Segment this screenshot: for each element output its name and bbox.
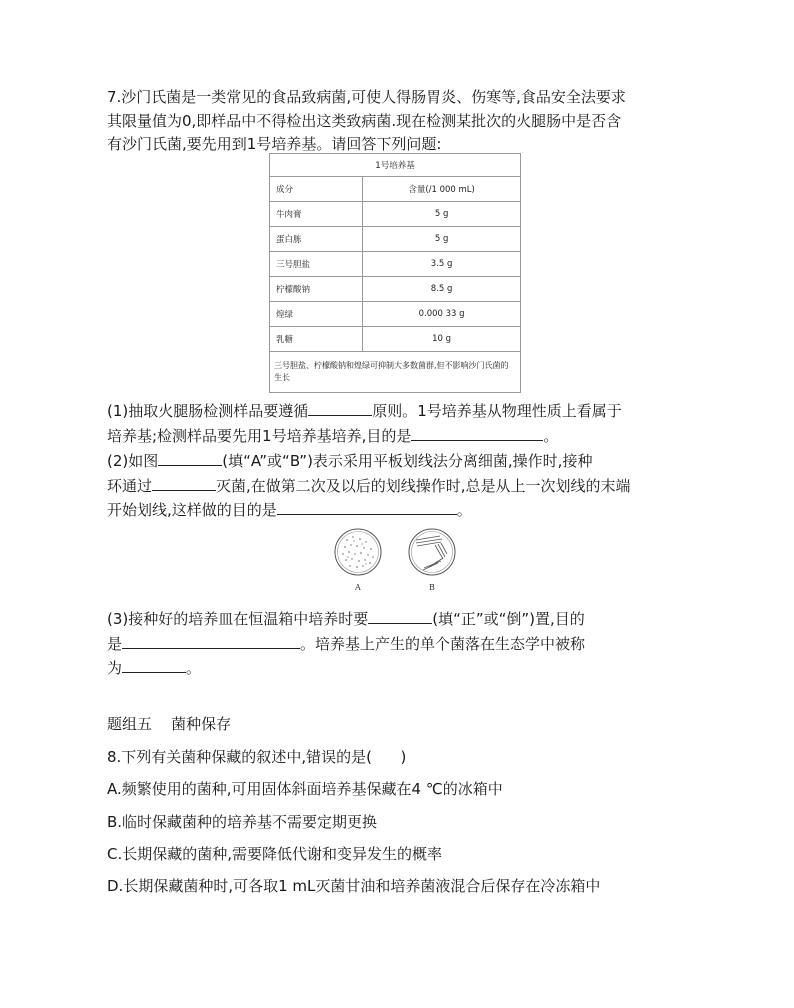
q8-option-b[interactable]: B.临时保藏菌种的培养基不需要定期更换 bbox=[107, 813, 378, 831]
header-cell: 成分 bbox=[270, 177, 363, 202]
q7-sub2-text: (填“A”或“B”)表示采用平板划线法分离细菌,操作时,接种 bbox=[222, 452, 593, 470]
table-header-row bbox=[270, 177, 521, 202]
q7-sub1 bbox=[107, 399, 692, 448]
question-8-stem: 8.下列有关菌种保藏的叙述中,错误的是( ) bbox=[107, 748, 407, 766]
table-caption: 1号培养基 bbox=[270, 154, 521, 177]
answer-blank[interactable] bbox=[368, 607, 432, 624]
table-row bbox=[270, 327, 521, 352]
petri-dish-a-image bbox=[333, 527, 383, 577]
q7-sub2-text: 灭菌,在做第二次及以后的划线操作时,总是从上一次划线的末端 bbox=[216, 476, 631, 495]
q7-sub2-text: (2)如图 bbox=[107, 452, 159, 470]
amount-cell: 3.5 g bbox=[363, 252, 521, 277]
answer-blank[interactable] bbox=[308, 399, 372, 416]
q8-option-a[interactable]: A.频繁使用的菌种,可用固体斜面培养基保藏在4 ℃的冰箱中 bbox=[107, 780, 503, 798]
answer-blank[interactable] bbox=[122, 632, 300, 649]
q7-sub3 bbox=[107, 607, 692, 681]
ingredient-cell: 三号胆盐 bbox=[270, 252, 363, 277]
q7-sub1-text: 原则。1号培养基从物理性质上看属于 bbox=[372, 402, 622, 420]
amount-cell: 5 g bbox=[363, 227, 521, 252]
q7-sub3-text: (填“正”或“倒”)置,目的 bbox=[432, 610, 585, 628]
table-row bbox=[270, 302, 521, 327]
q7-sub2 bbox=[107, 449, 692, 523]
q7-sub3-text: 是 bbox=[107, 634, 123, 653]
q8-option-c[interactable]: C.长期保藏的菌种,需要降低代谢和变异发生的概率 bbox=[107, 845, 443, 863]
petri-dish-figure bbox=[333, 527, 463, 597]
header-cell: 含量(/1 000 mL) bbox=[363, 177, 521, 202]
answer-blank[interactable] bbox=[277, 498, 457, 515]
answer-blank[interactable] bbox=[122, 656, 186, 673]
q7-sub3-text: 为 bbox=[107, 659, 123, 677]
q7-sub2-text: 环通过 bbox=[107, 476, 153, 495]
table-row bbox=[270, 202, 521, 227]
amount-cell: 0.000 33 g bbox=[363, 302, 521, 327]
q7-sub3-text: 。培养基上产生的单个菌落在生态学中被称 bbox=[300, 634, 586, 653]
table-row bbox=[270, 252, 521, 277]
answer-blank[interactable] bbox=[152, 474, 216, 491]
question-7-stem bbox=[107, 86, 692, 157]
ingredient-cell: 牛肉膏 bbox=[270, 202, 363, 227]
q7-stem-line: 7.沙门氏菌是一类常见的食品致病菌,可使人得肠胃炎、伤寒等,食品安全法要求 bbox=[107, 88, 626, 106]
q7-sub1-text: 培养基;检测样品要先用1号培养基培养,目的是 bbox=[107, 426, 412, 445]
amount-cell: 8.5 g bbox=[363, 277, 521, 302]
table-row bbox=[270, 227, 521, 252]
ingredient-cell: 蛋白胨 bbox=[270, 227, 363, 252]
q7-sub1-text: (1)抽取火腿肠检测样品要遵循 bbox=[107, 402, 309, 420]
q8-option-d[interactable]: D.长期保藏菌种时,可各取1 mL灭菌甘油和培养菌液混合后保存在冷冻箱中 bbox=[107, 877, 601, 895]
ingredient-cell: 煌绿 bbox=[270, 302, 363, 327]
amount-cell: 10 g bbox=[363, 327, 521, 352]
petri-dish-b-image bbox=[407, 527, 457, 577]
table-row bbox=[270, 277, 521, 302]
q7-sub3-text: 。 bbox=[186, 659, 202, 677]
ingredient-cell: 乳糖 bbox=[270, 327, 363, 352]
q7-sub2-text: 开始划线,这样做的目的是 bbox=[107, 501, 277, 519]
culture-medium-table bbox=[269, 153, 521, 393]
amount-cell: 5 g bbox=[363, 202, 521, 227]
q7-sub2-text: 。 bbox=[456, 501, 472, 519]
figure-label-a: A bbox=[355, 583, 361, 592]
table-note: 三号胆盐、柠檬酸钠和煌绿可抑制大多数菌群,但不影响沙门氏菌的生长 bbox=[270, 352, 521, 393]
answer-blank[interactable] bbox=[411, 424, 543, 441]
q7-sub1-text: 。 bbox=[543, 426, 559, 445]
figure-label-b: B bbox=[429, 583, 435, 592]
section-heading: 题组五 菌种保存 bbox=[107, 715, 232, 733]
ingredient-cell: 柠檬酸钠 bbox=[270, 277, 363, 302]
q7-stem-line: 有沙门氏菌,要先用到1号培养基。请回答下列问题: bbox=[107, 135, 442, 153]
q7-stem-line: 其限量值为0,即样品中不得检出这类致病菌.现在检测某批次的火腿肠中是否含 bbox=[107, 111, 622, 130]
answer-blank[interactable] bbox=[158, 449, 222, 466]
q7-sub3-text: (3)接种好的培养皿在恒温箱中培养时要 bbox=[107, 610, 369, 628]
